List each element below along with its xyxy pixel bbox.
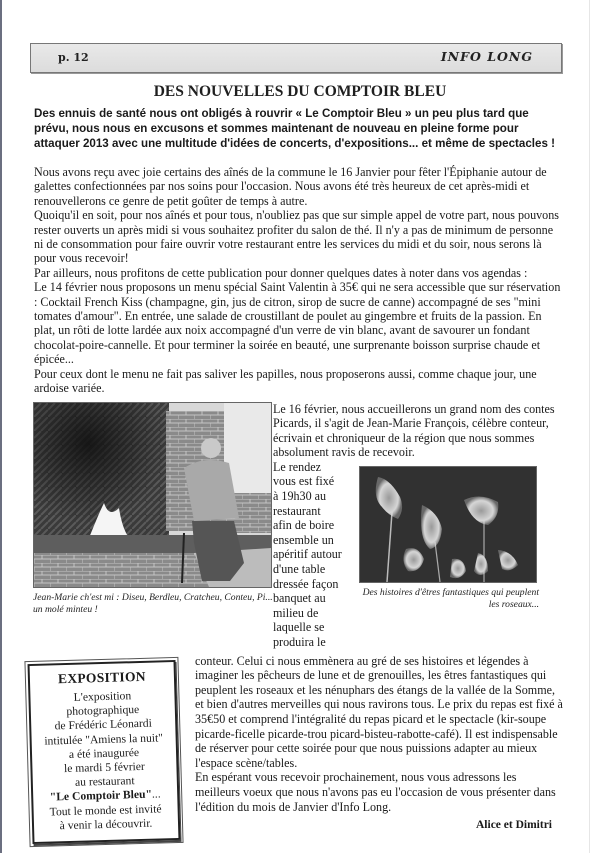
article-lead: Des ennuis de santé nous ont obligés à rouvrir « Le Comptoir Bleu » un peu plus tard que prévu, nous nous en excusons et sommes maintenant de nouveau en pleine forme pour attaquer 2013 avec une multitude d'idées de concerts, d'expositions... et même de spectacles ! xyxy=(34,107,555,150)
lower-section xyxy=(33,402,568,650)
exposition-line: le mardi 5 février xyxy=(63,759,145,775)
exposition-line: L'exposition xyxy=(73,688,132,704)
article-title: DES NOUVELLES DU COMPTOIR BLEU xyxy=(153,83,447,100)
exposition-line: à venir la découvrir. xyxy=(59,816,153,832)
narrow-line: afin de boire xyxy=(273,518,335,533)
exposition-line: photographique xyxy=(66,702,140,718)
narrow-line: vous est fixé xyxy=(273,474,335,489)
exposition-body xyxy=(30,688,178,834)
narrow-line: produira le xyxy=(273,635,326,649)
publication-name: INFO LONG xyxy=(440,49,533,64)
reeds-photo-block xyxy=(359,466,564,611)
bottom-section xyxy=(30,654,564,834)
closing-wishes: En espérant vous recevoir prochainement, nous vous adressons les meilleurs voeux que nous n'avons pas eu l'occasion de vous présenter dans l'édition du mois de Janvier d'Info Long. xyxy=(195,770,556,814)
photo-reeds xyxy=(359,466,537,583)
narrow-line: restaurant xyxy=(273,503,321,518)
page-header-bar xyxy=(30,43,562,73)
exposition-line: de Frédéric Léonardi xyxy=(54,716,153,733)
article-body-top xyxy=(34,165,564,396)
paragraph-tea-room: Quoiqu'il en soit, pour nos aînés et pour tous, n'oubliez pas que sur simple appel de votre part, nous pouvons rester ouverts un après midi si vous souhaitez profiter du salon de thé. Il n'y a pas de minimum de personne ni de consommation pour faire ouvrir votre restaurant entre les services du midi et du soir, nous serons là pour vous recevoir! xyxy=(34,208,559,266)
exposition-line: a été inaugurée xyxy=(68,745,140,761)
caption-reeds: Des histoires d'êtres fantastiques qui peuplent les roseaux... xyxy=(362,586,539,610)
narrow-line: d'une table xyxy=(273,562,326,577)
paragraph-ardoise: Pour ceux dont le menu ne fait pas saliver les papilles, nous proposerons aussi, comme chaque jour, une ardoise variée. xyxy=(34,366,537,396)
narrow-line: ensemble un xyxy=(273,532,334,547)
feb16-mid-row xyxy=(273,460,568,650)
exposition-title: EXPOSITION xyxy=(57,668,147,686)
feb16-narrow-column xyxy=(273,460,355,650)
narrow-line: dressée façon xyxy=(273,576,339,591)
exposition-line: Tout le monde est invité xyxy=(49,801,162,818)
feb16-continued: conteur. Celui ci nous emmènera au gré de ses histoires et légendes à imaginer les pêcheurs de lune et de grenouilles, les êtres fantastiques qui peuplent les roseaux et les nénuphars des étangs de la vallée de la Somme, et bien d'autres merveilles qui nous ravirons tous. Le prix du repas est fixé à 35€50 et comprend l'intégralité du repas picard et le spectacle (kir-soupe picarde-ficelle picarde-trou picard-bisteu-rabotte-café). Il est indispensable de réserver pour cette soirée pour que nous puissions adapter au mieux l'espace scène/tables. xyxy=(195,653,563,770)
left-photo-column xyxy=(33,402,273,616)
exposition-line: au restaurant xyxy=(74,773,135,789)
feb16-intro: Le 16 février, nous accueillerons un grand nom des contes Picards, il s'agit de Jean-Marie François, célèbre conteur, écrivain et chroniqueur de la région que nous sommes absolument ravis de recevoir. xyxy=(273,401,555,460)
exposition-venue: "Le Comptoir Bleu" xyxy=(49,787,153,804)
page-number: p. 12 xyxy=(58,51,89,64)
narrow-line: Le rendez xyxy=(273,459,322,474)
narrow-line: apéritif autour xyxy=(273,547,342,562)
photo-storyteller-fireplace xyxy=(33,402,272,588)
exposition-box xyxy=(28,660,181,844)
paragraph-epiphany: Nous avons reçu avec joie certains des aînés de la commune le 16 Janvier pour fêter l'Épiphanie autour de galettes confectionnées par nos soins pour l'occasion. Nous avons été très heureux de cet après-midi et renouvellerons ce genre de petit goûter de temps à autre. xyxy=(34,165,547,208)
narrow-line: laquelle se xyxy=(273,620,325,635)
caption-storyteller: Jean-Marie ch'est mi : Diseu, Berdleu, Cratcheu, Conteu, Pi... un molé minteu ! xyxy=(33,591,273,615)
narrow-line: à 19h30 au xyxy=(273,489,327,504)
exposition-venue-suffix: ... xyxy=(151,787,161,801)
paragraph-valentine-menu: Le 14 février nous proposons un menu spécial Saint Valentin à 35€ qui ne sera accessible que sur réservation : Cocktail French Kiss (champagne, gin, jus de citron, sirop de sucre de canne) accompagné de ses "mini tomates d'amour". En entrée, une salade de croustillant de poulet au gingembre et fruits de la passion. En plat, un rôti de lotte lardée aux noix accompagné d'un verre de vin blanc, avant de savourer un fondant chocolat-poire-cannelle. Et pour terminer la soirée en beauté, une surprenante boisson surprise chaude et épicée... xyxy=(34,280,561,367)
signature: Alice et Dimitri xyxy=(476,819,552,832)
narrow-line: banquet au xyxy=(273,591,326,606)
narrow-line: milieu de xyxy=(273,605,319,620)
exposition-line: intitulée "Amiens la nuit" xyxy=(44,730,164,747)
right-text-column xyxy=(273,402,568,650)
article-body-bottom xyxy=(195,654,564,834)
paragraph-agenda-intro: Par ailleurs, nous profitons de cette publication pour donner quelques dates à noter dans vos agendas : xyxy=(34,265,528,280)
